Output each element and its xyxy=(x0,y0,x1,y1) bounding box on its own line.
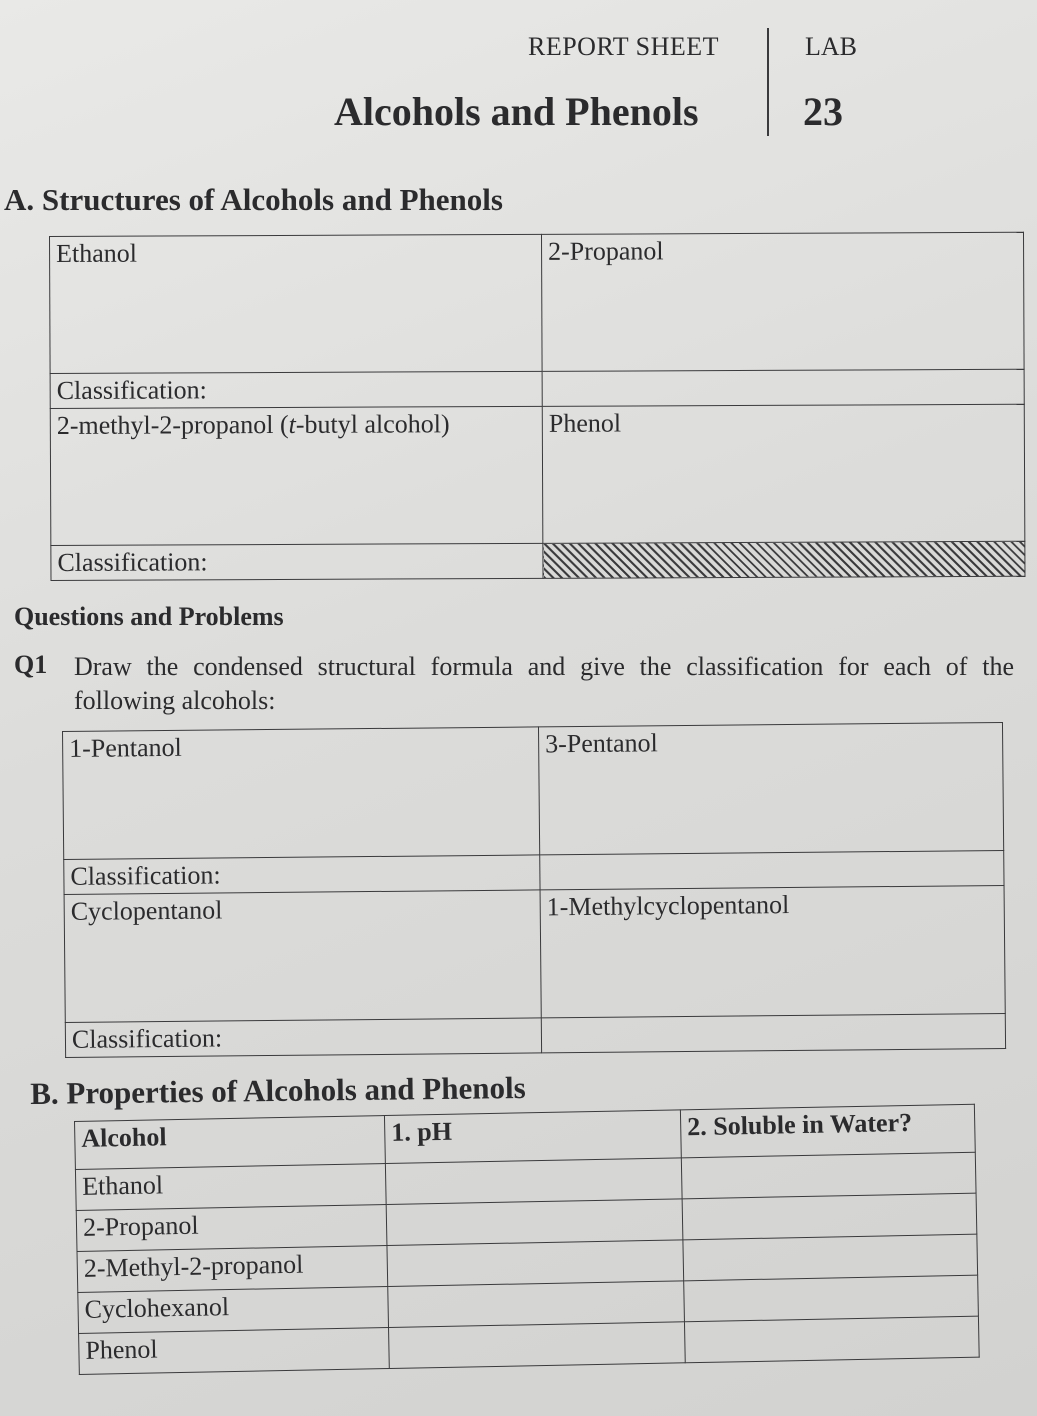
soluble-cell[interactable] xyxy=(681,1152,976,1199)
cyclopentanol-label: Cyclopentanol xyxy=(70,895,223,926)
propanol-cell[interactable] xyxy=(541,232,1024,371)
ph-cell[interactable] xyxy=(389,1322,686,1369)
soluble-cell[interactable] xyxy=(683,1234,978,1281)
lab-number: 23 xyxy=(803,89,843,134)
header-soluble: 2. Soluble in Water? xyxy=(680,1104,975,1158)
soluble-cell[interactable] xyxy=(684,1275,979,1322)
pentanol-1-label: 1-Pentanol xyxy=(69,732,182,763)
questions-title: Questions and Problems xyxy=(14,602,284,631)
classification-label: Classification: xyxy=(71,1023,223,1054)
ethanol-label: Ethanol xyxy=(56,238,138,268)
classification-cell[interactable] xyxy=(540,850,1004,889)
section-a-title: A. Structures of Alcohols and Phenols xyxy=(4,182,503,217)
q1-table xyxy=(62,722,1006,1058)
soluble-cell[interactable] xyxy=(684,1316,979,1363)
methylcyclopentanol-cell[interactable] xyxy=(540,885,1005,1017)
classification-cell[interactable] xyxy=(541,1013,1005,1052)
methylcyclopentanol-label: 1-Methylcyclopentanol xyxy=(546,890,790,922)
classification-label: Classification: xyxy=(57,547,208,577)
page-title: Alcohols and Phenols xyxy=(334,89,699,134)
lab-label: LAB xyxy=(805,32,857,61)
classification-cell[interactable] xyxy=(64,855,540,895)
row-alcohol-name: Phenol xyxy=(79,1328,390,1375)
classification-cell[interactable] xyxy=(542,369,1024,406)
classification-cell[interactable] xyxy=(65,1018,541,1058)
section-b-title: B. Properties of Alcohols and Phenols xyxy=(30,1069,526,1111)
header-divider xyxy=(767,28,769,136)
header-alcohol: Alcohol xyxy=(75,1116,386,1170)
cyclopentanol-cell[interactable] xyxy=(64,890,541,1023)
pentanol-3-cell[interactable] xyxy=(538,722,1003,854)
phenol-cell[interactable] xyxy=(542,404,1025,543)
q1-number: Q1 xyxy=(14,650,48,679)
q1-text: Draw the condensed structural formula and give the classification for each of the following alcohols: xyxy=(74,652,1014,715)
row-alcohol-name: 2-Propanol xyxy=(76,1205,387,1252)
ph-cell[interactable] xyxy=(388,1281,685,1328)
phenol-label: Phenol xyxy=(548,408,622,438)
classification-cell[interactable] xyxy=(51,543,543,580)
propanol-label: 2-Propanol xyxy=(548,236,664,266)
classification-label: Classification: xyxy=(70,860,221,891)
ethanol-cell[interactable] xyxy=(50,234,543,373)
properties-table xyxy=(74,1104,980,1375)
ph-cell[interactable] xyxy=(386,1199,683,1246)
ph-cell[interactable] xyxy=(385,1158,682,1205)
report-sheet-label: REPORT SHEET xyxy=(528,32,720,61)
classification-cell[interactable] xyxy=(50,371,542,408)
row-alcohol-name: Cyclohexanol xyxy=(78,1287,389,1334)
soluble-cell[interactable] xyxy=(682,1193,977,1240)
row-alcohol-name: Ethanol xyxy=(75,1164,386,1211)
hatched-cell xyxy=(543,541,1025,578)
classification-label: Classification: xyxy=(56,375,207,405)
header-ph: 1. pH xyxy=(384,1110,681,1164)
tbutyl-alcohol-label: 2-methyl-2-propanol (t-butyl alcohol) xyxy=(56,409,450,440)
ph-cell[interactable] xyxy=(387,1240,684,1287)
pentanol-3-label: 3-Pentanol xyxy=(545,728,658,759)
tbutyl-alcohol-cell[interactable] xyxy=(50,406,543,545)
pentanol-1-cell[interactable] xyxy=(63,727,540,860)
structures-table xyxy=(49,232,1025,581)
row-alcohol-name: 2-Methyl-2-propanol xyxy=(77,1246,388,1293)
